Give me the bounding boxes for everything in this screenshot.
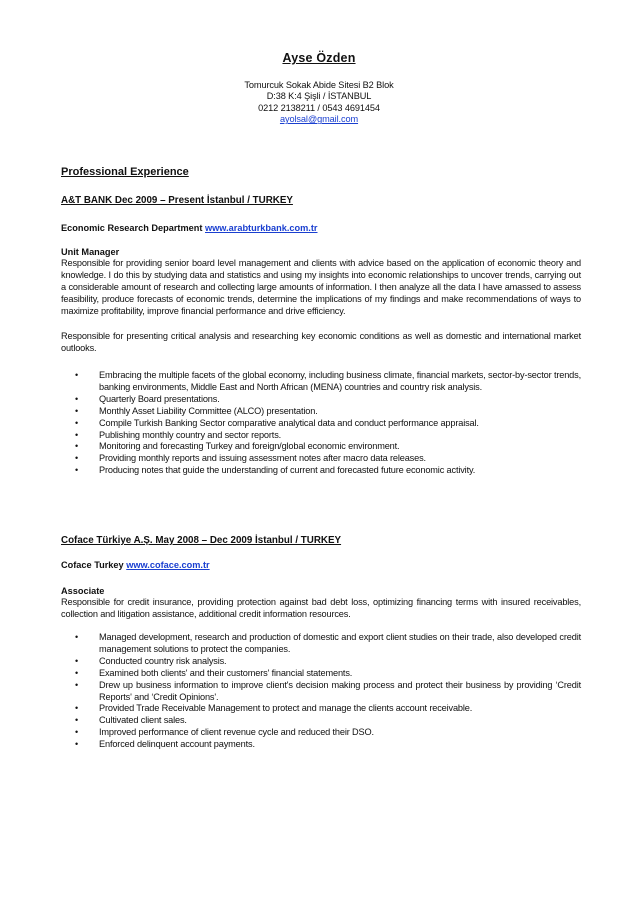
list-item: • Conducted country risk analysis. <box>75 655 227 666</box>
job1-title: A&T BANK Dec 2009 – Present İstanbul / TURKEY <box>61 195 293 206</box>
bullet-icon: • <box>75 417 79 428</box>
candidate-name: Ayse Özden <box>282 51 356 65</box>
bullet-icon: • <box>75 370 79 380</box>
email-link[interactable]: ayolsal@gmail.com <box>279 114 359 125</box>
address-line-1: Tomurcuk Sokak Abide Sitesi B2 Blok <box>244 80 394 90</box>
job1-department <box>61 223 318 233</box>
bullet-icon: • <box>75 715 79 726</box>
job2-description: Responsible for credit insurance, providing protection against bad debt loss, optimizing financing terms with insured receivables, collection and litigation assistance, additional credit information resources. <box>61 597 581 619</box>
list-item: • Drew up business information to improve client's decision making process and protect their business by providing ‘Credit Reports' and ‘Credit Opinions'. <box>75 679 581 702</box>
list-item: • Cultivated client sales. <box>75 715 187 726</box>
list-item: • Monthly Asset Liability Committee (ALCO) presentation. <box>75 405 318 416</box>
list-item: • Managed development, research and production of domestic and export client studies on their trade, also developed credit management solutions to protect the companies. <box>75 632 581 654</box>
job1-bullet-list <box>61 370 581 477</box>
bullet-icon: • <box>75 405 79 416</box>
list-item: • Compile Turkish Banking Sector comparative analytical data and conduct performance appraisal. <box>75 417 479 428</box>
job2-bullet-list <box>61 632 581 751</box>
job2-role: Associate <box>61 586 105 596</box>
list-item: • Embracing the multiple facets of the global economy, including business climate, financial markets, sector-by-sector trends, banking environments, Middle East and North African (MENA) countries and country risk analysis. <box>75 370 581 392</box>
list-item: • Producing notes that guide the understanding of current and forecasted future economic activity. <box>75 465 476 476</box>
job1-url-link[interactable]: www.arabturkbank.com.tr <box>205 223 318 233</box>
bullet-icon: • <box>75 632 79 642</box>
job2-title: Coface Türkiye A.Ş. May 2008 – Dec 2009 İstanbul / TURKEY <box>61 535 342 546</box>
bullet-icon: • <box>75 703 79 714</box>
bullet-icon: • <box>75 655 79 666</box>
bullet-icon: • <box>75 739 79 750</box>
bullet-icon: • <box>75 667 79 678</box>
bullet-icon: • <box>75 727 79 738</box>
job2-department-name: Coface Turkey <box>61 560 124 570</box>
job1-role: Unit Manager <box>61 247 120 257</box>
contact-block <box>0 80 638 126</box>
list-item: • Enforced delinquent account payments. <box>75 739 255 750</box>
job2-url-link[interactable]: www.coface.com.tr <box>126 560 210 570</box>
bullet-icon: • <box>75 441 79 452</box>
list-item: • Quarterly Board presentations. <box>75 393 220 404</box>
list-item: • Provided Trade Receivable Management to protect and manage the clients account receivable. <box>75 703 473 714</box>
list-item: • Publishing monthly country and sector reports. <box>75 429 282 440</box>
bullet-icon: • <box>75 465 79 476</box>
job2-department <box>61 560 210 570</box>
list-item: • Providing monthly reports and issuing assessment notes after macro data releases. <box>75 453 426 464</box>
list-item: • Improved performance of client revenue cycle and reduced their DSO. <box>75 727 374 738</box>
list-item: • Monitoring and forecasting Turkey and foreign/global economic environment. <box>75 441 400 452</box>
phone-numbers: 0212 2138211 / 0543 4691454 <box>258 102 380 113</box>
list-item: • Examined both clients' and their customers' financial statements. <box>75 667 353 678</box>
bullet-icon: • <box>75 429 79 440</box>
address-line-2: D:38 K:4 Şişli / İSTANBUL <box>266 91 372 102</box>
job1-description: Responsible for providing senior board level management and clients with advice based on the application of economic theory and knowledge. I do this by studying data and statistics and using my insights into economic relationships to uncover trends, carrying out a considerable amount of research and collecting large amounts of information. I then analyze all the data I have amassed to assess feasibility, produce forecasts of economic trends, determine the implications of my findings and make recommendations of ways to maximize profitability, improve financial performance and drive efficiency. <box>61 258 581 316</box>
job1-department-name: Economic Research Department <box>61 223 203 233</box>
job1-responsibility: Responsible for presenting critical analysis and researching key economic conditions as well as domestic and international market outlooks. <box>61 331 581 353</box>
bullet-icon: • <box>75 679 79 690</box>
section-title-experience: Professional Experience <box>61 166 189 178</box>
bullet-icon: • <box>75 453 79 464</box>
bullet-icon: • <box>75 393 79 404</box>
